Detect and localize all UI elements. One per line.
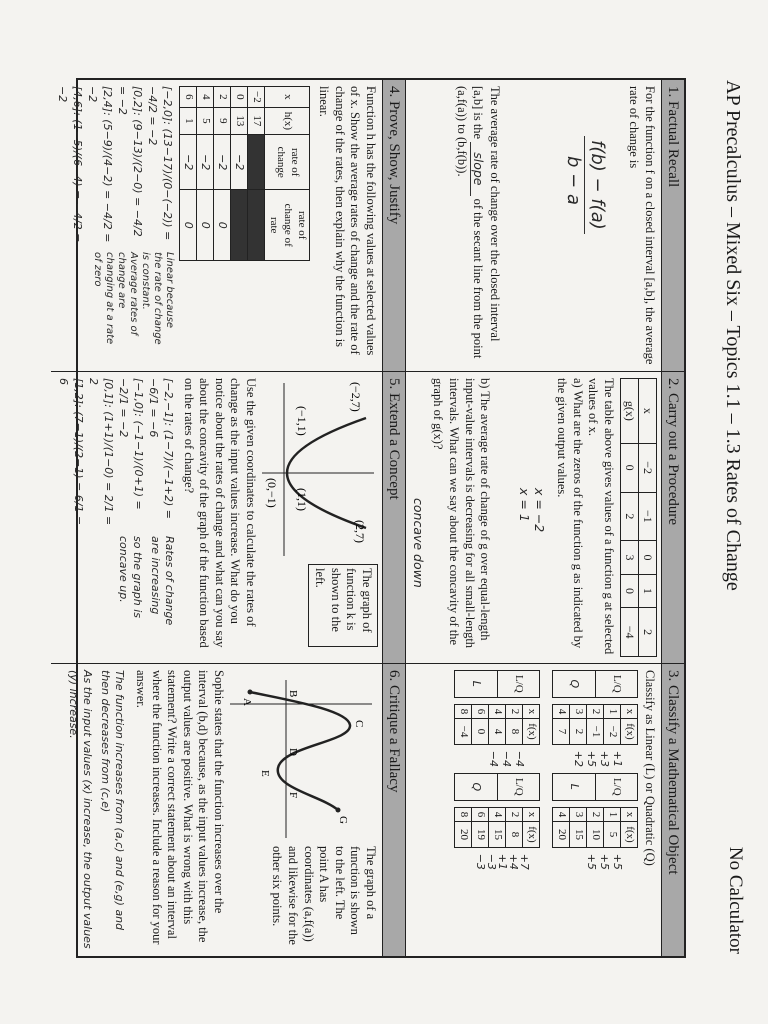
table-cell: 5	[604, 822, 621, 848]
cell-heading: 1. Factual Recall	[661, 80, 684, 371]
handwritten-note: −4	[500, 750, 514, 767]
classify-box	[552, 773, 638, 801]
question-text: of the secant line from the point (a,f(a)) to (b,f(b)).	[455, 86, 486, 359]
table-cell: f(x)	[621, 719, 638, 745]
point-label: G	[337, 816, 350, 824]
table-cell: −1	[639, 492, 657, 541]
table-cell: 2	[587, 704, 604, 719]
table-cell: 19	[472, 822, 489, 848]
table-cell: f(x)	[621, 822, 638, 848]
table-cell: 13	[231, 107, 248, 134]
question-text: Use the given coordinates to calculate the rates of change as the input values increase. What do you notice about the rates of change and what can you say about the concavity of the graph of the function based on the rates of change?	[181, 378, 259, 648]
point-label: (2,7)	[353, 520, 368, 543]
table-header: h(x)	[265, 107, 309, 134]
no-calculator-label: No Calculator	[725, 846, 746, 954]
handwritten-note: +1	[611, 750, 625, 767]
handwritten-answer: concave down	[410, 498, 426, 588]
handwritten-note: +5	[611, 853, 625, 870]
table-cell: x	[639, 379, 657, 444]
handwritten-answer: The function increases from (a,c) and (e,g) and then decreases from (c,e)	[99, 670, 127, 931]
point-label: (−1,1)	[295, 406, 310, 436]
function-table-4	[454, 807, 540, 848]
handwritten-explanation: Linear because the rate of change is constant. Average rates of change are changing at a rate of zero	[92, 252, 176, 345]
table-cell: 0	[621, 443, 639, 492]
handwritten-work: [−1,0]: (−1−1)/(0+1) = −2/1 = −2	[117, 378, 145, 510]
handwritten-work: [−2,−1]: (1−7)/(−1+2) = −6/1 = −6	[147, 378, 175, 519]
handwritten-work: [1,2]: (7−1)/(2−1) = 6/1 = 6	[57, 378, 85, 526]
table-cell: x	[523, 807, 540, 822]
shaded-cell	[248, 190, 265, 261]
worksheet-title: AP Precalculus – Mixed Six – Topics 1.1 – 1.3 Rates of Change	[722, 80, 744, 591]
table-cell: −4	[455, 719, 472, 745]
handwritten-note: −3	[485, 853, 499, 870]
table-cell: 6	[472, 704, 489, 719]
cell-carry-out-procedure	[405, 372, 684, 664]
handwritten-answer: so the graph is concave up.	[117, 536, 144, 618]
table-cell: 0	[180, 190, 197, 261]
table-cell: L/Q	[497, 671, 540, 698]
table-header: x	[265, 87, 309, 108]
handwritten-note: +7	[518, 853, 532, 870]
handwritten-work: [4,6]: (1−5)/(6−4) = −4/2 = −2	[56, 86, 85, 243]
handwritten-answer: x = 1	[516, 488, 532, 522]
handwritten-note: +2	[572, 750, 586, 767]
handwritten-note: +5	[598, 853, 612, 870]
shaded-cell	[248, 135, 265, 190]
question-text: Function h has the following values at selected values of x. Show the average rates of change and the rate of change of the rates, then explain why the function is linear.	[317, 86, 379, 356]
table-cell: −2	[197, 135, 214, 190]
handwritten-answer: L	[455, 671, 498, 698]
table-cell: L/Q	[595, 773, 638, 800]
table-cell: x	[523, 704, 540, 719]
handwritten-note: −3	[474, 853, 488, 870]
table-cell: 0	[197, 190, 214, 261]
handwritten-answer: As the input values (x) increase, the output values (y) increase.	[67, 670, 95, 949]
table-cell: 2	[506, 704, 523, 719]
point-g	[336, 808, 341, 813]
cell-heading: 5. Extend a Concept	[382, 372, 405, 663]
table-cell: −2	[604, 719, 621, 745]
classify-box	[454, 670, 540, 698]
handwritten-work: [0,2]: (9−13)/(2−0) = −4/2 = −2	[116, 86, 145, 237]
table-cell: 0	[214, 190, 231, 261]
table-cell: 8	[455, 807, 472, 822]
problem-grid	[56, 78, 686, 958]
table-cell: 20	[553, 822, 570, 848]
table-cell: 8	[455, 704, 472, 719]
handwritten-note: +5	[585, 853, 599, 870]
table-cell: L/Q	[595, 671, 638, 698]
point-label: F	[287, 792, 300, 799]
question-text: For the function f on a closed interval [a,b], the average rate of change is	[627, 86, 657, 365]
table-cell: 6	[180, 87, 197, 108]
table-row	[231, 87, 248, 261]
table-header: rate of change	[265, 135, 309, 190]
table-cell: 20	[455, 822, 472, 848]
table-cell: g(x)	[621, 379, 639, 444]
question-text: a) What are the zeros of the function g as indicated by the given output values.	[555, 378, 585, 649]
table-cell: 10	[587, 822, 604, 848]
table-cell: 4	[553, 704, 570, 719]
handwritten-note: +4	[507, 853, 521, 870]
handwritten-note: +5	[585, 750, 599, 767]
handwritten-work: [−2,0]: (13−17)/(0−(−2)) = −4/2 = −2	[146, 86, 175, 241]
table-cell: 3	[621, 541, 639, 575]
table-cell: 2	[570, 719, 587, 745]
table-cell: −2	[248, 87, 265, 108]
cell-heading: 6. Critique a Fallacy	[382, 664, 405, 956]
table-cell: 2	[587, 807, 604, 822]
handwritten-answer: f(b) − f(a)	[584, 136, 608, 234]
cell-classify-object	[405, 664, 684, 956]
cell-extend-concept	[51, 372, 405, 664]
handwritten-note: −4	[487, 750, 501, 767]
handwritten-answer: Q	[455, 773, 498, 800]
table-header: rate of change of rate	[265, 190, 309, 261]
table-cell: 3	[570, 807, 587, 822]
table-cell: 3	[570, 704, 587, 719]
handwritten-answer: L	[553, 773, 596, 800]
function-table-2	[552, 807, 638, 848]
table-cell: f(x)	[523, 719, 540, 745]
table-cell: −2	[214, 135, 231, 190]
table-row	[180, 87, 197, 261]
table-cell: −4	[621, 608, 639, 657]
function-table-3	[454, 704, 540, 745]
table-cell: 2	[639, 608, 657, 657]
function-graph	[228, 670, 378, 840]
cell-factual-recall	[405, 80, 684, 372]
table-cell: 0	[472, 719, 489, 745]
question-text: Classify as Linear (L) or Quadratic (Q)	[643, 670, 657, 866]
table-cell: 0	[621, 574, 639, 608]
handwritten-work: [0,1]: (1+1)/(1−0) = 2/1 = 2	[87, 378, 115, 526]
side-note: The graph of a function is shown to the left. The point A has coordinates (a,f(a)) and likewise for the other six points.	[270, 846, 379, 945]
point-label: A	[241, 698, 254, 706]
table-cell: 6	[472, 807, 489, 822]
function-curve	[250, 692, 350, 810]
point-label: (−2,7)	[349, 382, 364, 412]
table-cell: 0	[231, 87, 248, 108]
question-text: Sophie states that the function increases over the interval (b,d) because, as the input values increase, the output values are positive. What is wrong with this statement? Write a correct statement about an interval where the function increases. Include a reason for your answer.	[134, 670, 227, 945]
point-label: (0,−1)	[265, 478, 280, 508]
question-text: The table above gives values of a function g at selected values of x.	[586, 378, 616, 655]
table-cell: x	[621, 807, 638, 822]
table-cell: −2	[231, 135, 248, 190]
table-cell: 2	[506, 807, 523, 822]
table-cell: f(x)	[523, 822, 540, 848]
table-cell: −2	[639, 443, 657, 492]
table-cell: 1	[604, 704, 621, 719]
cell-prove-show-justify	[51, 80, 405, 372]
table-cell: 5	[197, 107, 214, 134]
table-cell: 4	[553, 807, 570, 822]
point-a	[248, 690, 253, 695]
table-cell: 4	[197, 87, 214, 108]
cell-heading: 4. Prove, Show, Justify	[382, 80, 405, 371]
handwritten-answer: Rates of change are increasing	[149, 536, 176, 626]
cell-heading: 2. Carry out a Procedure	[661, 372, 684, 663]
table-cell: 4	[489, 719, 506, 745]
table-cell: 9	[214, 107, 231, 134]
function-table-1	[552, 704, 638, 745]
table-cell: 2	[214, 87, 231, 108]
point-label: B	[287, 690, 300, 698]
point-label: C	[353, 720, 366, 728]
handwritten-note: +1	[496, 853, 510, 870]
parabola-graph	[260, 378, 378, 558]
cell-critique-fallacy	[51, 664, 405, 956]
g-values-table	[620, 378, 657, 657]
table-cell: 0	[639, 541, 657, 575]
table-cell: 4	[489, 807, 506, 822]
classify-box	[454, 773, 540, 801]
table-cell: x	[621, 704, 638, 719]
table-cell: 15	[489, 822, 506, 848]
handwritten-answer: x = −2	[532, 488, 548, 533]
handwritten-note: −4	[513, 750, 527, 767]
table-cell: 1	[604, 807, 621, 822]
handwritten-note: +3	[598, 750, 612, 767]
handwritten-answer: b − a	[563, 156, 585, 205]
table-cell: 8	[506, 719, 523, 745]
table-cell: −2	[180, 135, 197, 190]
question-text: b) The average rate of change of g over equal-length input-value intervals is decreasing for all small-length intervals. What can we say about the concavity of the graph of g(x)?	[431, 378, 493, 649]
point-label: E	[259, 770, 272, 777]
point-label: (1,1)	[295, 488, 310, 511]
table-row	[248, 87, 265, 261]
cell-heading: 3. Classify a Mathematical Object	[661, 664, 684, 956]
table-cell: 1	[639, 574, 657, 608]
table-row	[197, 87, 214, 261]
table-cell: L/Q	[497, 773, 540, 800]
table-cell: 15	[570, 822, 587, 848]
side-note: The graph of function k is shown to the left.	[308, 564, 379, 647]
table-cell: −1	[587, 719, 604, 745]
table-cell: 1	[180, 107, 197, 134]
handwritten-answer: Q	[553, 671, 596, 698]
handwritten-blank: slope	[470, 142, 486, 195]
table-cell: 4	[489, 704, 506, 719]
point-label: D	[287, 748, 300, 756]
classify-box	[552, 670, 638, 698]
question-text: The average rate of change over the closed interval [a,b] is the	[471, 86, 502, 342]
table-cell: 17	[248, 107, 265, 134]
table-cell: 2	[621, 492, 639, 541]
table-cell: 8	[506, 822, 523, 848]
shaded-cell	[231, 190, 248, 261]
h-values-table	[179, 86, 309, 261]
table-row	[214, 87, 231, 261]
handwritten-work: [2,4]: (5−9)/(4−2) = −4/2 = −2	[86, 86, 115, 243]
table-cell: 7	[553, 719, 570, 745]
